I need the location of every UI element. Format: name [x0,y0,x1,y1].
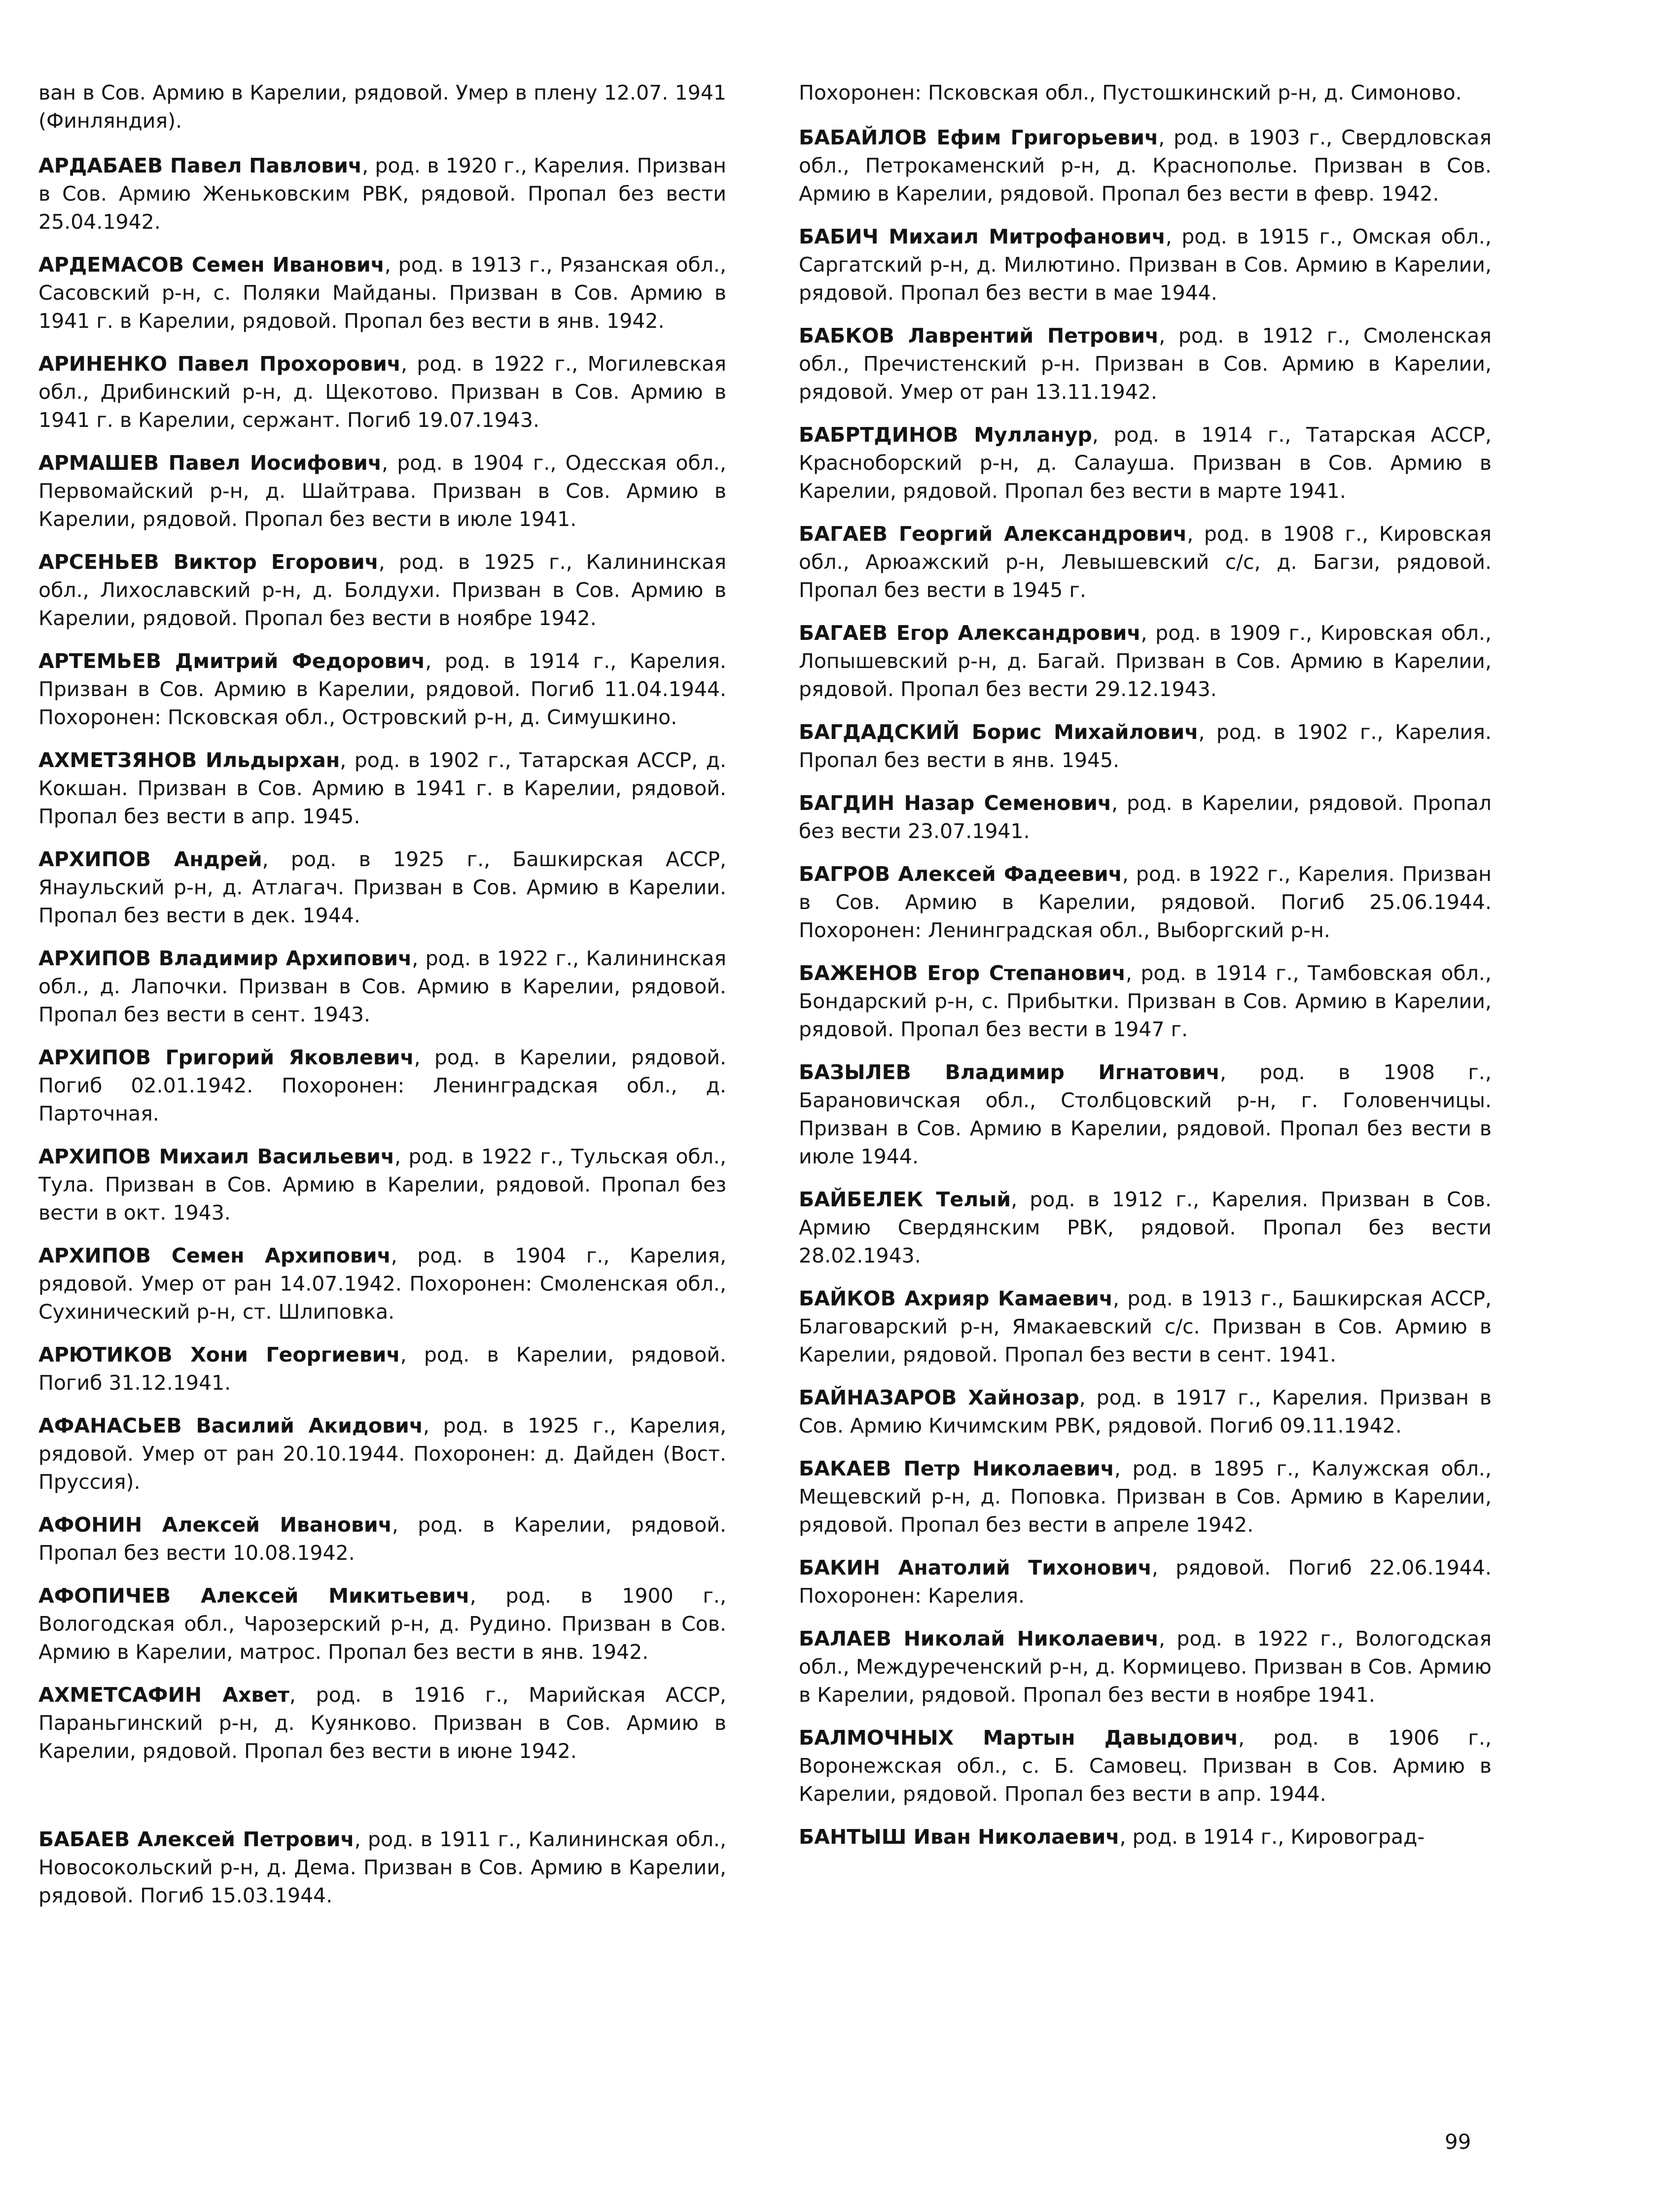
entry-text: , род. в 1922 г., Могилевская обл., Дрибинский р-н, д. Щекотово. Призван в Сов. Армию в 1941 г. в Карелии, сержант. Погиб 19.07.1943. [38,352,726,432]
entry-name: БАКИН Анатолий Тихонович [799,1556,1152,1580]
entry-text: , род. в 1922 г., Карелия. Призван в Сов. Армию в Карелии, рядовой. Погиб 25.06.1944. Похоронен: Ленинградская обл., Выборгский р-н. [799,862,1492,942]
entry [799,860,1492,945]
entry [799,718,1492,774]
entry-text: , род. в 1903 г., Свердловская обл., Петрокаменский р-н, д. Краснополье. Призван в Сов. Армию в Карелии, рядовой. Пропал без вести в февр. 1942. [799,126,1492,206]
entry-text: , род. в 1895 г., Калужская обл., Мещевский р-н, д. Поповка. Призван в Сов. Армию в Карелии, рядовой. Пропал без вести в апреле 1942. [799,1457,1492,1537]
entry [38,449,726,533]
entry [38,945,726,1029]
entry-text: , род. в Карелии, рядовой. Пропал без вести 23.07.1941. [799,791,1492,843]
entry [799,1285,1492,1369]
entry-text: , род. в 1908 г., Кировская обл., Арюажский р-н, Левышевский с/с, д. Багзи, рядовой. Пропал без вести в 1945 г. [799,522,1492,602]
entry-name: БАГАЕВ Георгий Александрович [799,522,1187,546]
entry [799,619,1492,703]
entry-text: , род. в 1902 г., Татарская АССР, д. Кокшан. Призван в Сов. Армию в 1941 г. в Карелии, рядовой. Пропал без вести в апр. 1945. [38,748,726,828]
entry [799,520,1492,604]
entry-name: БАЙНАЗАРОВ Хайнозар [799,1386,1079,1409]
entry-text: , род. в 1904 г., Одесская обл., Первомайский р-н, д. Шайтрава. Призван в Сов. Армию в Карелии, рядовой. Пропал без вести в июле 1941. [38,451,726,531]
entry-name: АФОНИН Алексей Иванович [38,1513,392,1537]
entry-text: , род. в 1904 г., Карелия, рядовой. Умер от ран 14.07.1942. Похоронен: Смоленская обл., Сухинический р-н, ст. Шлиповка. [38,1244,726,1324]
entry [799,1058,1492,1171]
entry [38,1242,726,1326]
entry-text: , род. в 1912 г., Карелия. Призван в Сов. Армию Свердянским РВК, рядовой. Пропал без вести 28.02.1943. [799,1188,1492,1267]
entry [38,1044,726,1128]
entry-text: Похоронен: Псковская обл., Пустошкинский р-н, д. Симоново. [799,81,1462,105]
entry-name: БАБИЧ Михаил Митрофанович [799,225,1166,248]
entry-text: , род. в 1914 г., Кировоград- [1119,1825,1425,1849]
entry [799,1554,1492,1610]
entry-name: АРМАШЕВ Павел Иосифович [38,451,382,475]
entry-name: АРДЕМАСОВ Семен Иванович [38,253,385,277]
entry-continuation [38,79,726,135]
entry-text: , род. в 1916 г., Марийская АССР, Параньгинский р-н, д. Куянково. Призван в Сов. Армию в Карелии, рядовой. Пропал без вести в июне 1942. [38,1683,726,1763]
entry [38,152,726,236]
entry-text: , род. в 1913 г., Башкирская АССР, Благоварский р-н, Ямакаевский с/с. Призван в Сов. Армию в Карелии, рядовой. Пропал без вести в сент. 1941. [799,1287,1492,1367]
entry-name: БАБАЕВ Алексей Петрович [38,1827,355,1851]
entry-text: , род. в 1925 г., Калининская обл., Лихославский р-н, д. Болдухи. Призван в Сов. Армию в Карелии, рядовой. Пропал без вести в ноябре 1942. [38,550,726,630]
entry-name: БАБАЙЛОВ Ефим Григорьевич [799,126,1159,149]
right-column [799,79,1492,1866]
entry-name: БАЛМОЧНЫХ Мартын Давыдович [799,1726,1239,1750]
entry-name: АРХИПОВ Семен Архипович [38,1244,391,1267]
left-column [38,79,726,1925]
entry-name: АРХИПОВ Михаил Васильевич [38,1145,395,1168]
entry [799,1455,1492,1539]
entry [38,1511,726,1567]
entry-text: , род. в 1925 г., Карелия, рядовой. Умер от ран 20.10.1944. Похоронен: д. Дайден (Вост. Пруссия). [38,1414,726,1494]
entry-name: БАЙКОВ Ахрияр Камаевич [799,1287,1113,1310]
entry-name: АРХИПОВ Владимир Архипович [38,947,412,970]
entry-name: АРХИПОВ Андрей [38,847,262,871]
entry-text: , род. в 1920 г., Карелия. Призван в Сов. Армию Женьковским РВК, рядовой. Пропал без вести 25.04.1942. [38,154,726,234]
entry [799,1384,1492,1440]
entry-text: , род. в 1900 г., Вологодская обл., Чарозерский р-н, д. Рудино. Призван в Сов. Армию в Карелии, матрос. Пропал без вести в янв. 1942. [38,1584,726,1664]
entry-name: БАЗЫЛЕВ Владимир Игнатович [799,1060,1220,1084]
entry-name: АФОПИЧЕВ Алексей Микитьевич [38,1584,470,1608]
entry [38,1681,726,1765]
entry-text: , род. в 1906 г., Воронежская обл., с. Б. Самовец. Призван в Сов. Армию в Карелии, рядовой. Пропал без вести в апр. 1944. [799,1726,1492,1806]
entry-name: БАЖЕНОВ Егор Степанович [799,961,1126,985]
entry-name: АРТЕМЬЕВ Дмитрий Федорович [38,649,426,673]
entry-text: , род. в Карелии, рядовой. Погиб 02.01.1942. Похоронен: Ленинградская обл., д. Парточная. [38,1046,726,1125]
entry [799,421,1492,505]
entry-text: , род. в 1922 г., Калининская обл., д. Лапочки. Призван в Сов. Армию в Карелии, рядовой. Пропал без вести в сент. 1943. [38,947,726,1026]
entry-name: БАЛАЕВ Николай Николаевич [799,1627,1159,1650]
entry-text: , род. в 1917 г., Карелия. Призван в Сов. Армию Кичимским РВК, рядовой. Погиб 09.11.1942. [799,1386,1492,1438]
entry-text: , род. в 1913 г., Рязанская обл., Сасовский р-н, с. Поляки Майданы. Призван в Сов. Армию в 1941 г. в Карелии, рядовой. Пропал без вести в янв. 1942. [38,253,726,333]
entry-name: АРСЕНЬЕВ Виктор Егорович [38,550,379,574]
entry [799,322,1492,406]
entry [799,789,1492,845]
entry-text: , род. в 1925 г., Башкирская АССР, Янаульский р-н, д. Атлагач. Призван в Сов. Армию в Карелии. Пропал без вести в дек. 1944. [38,847,726,927]
entry-text: , род. в Карелии, рядовой. Пропал без вести 10.08.1942. [38,1513,726,1565]
entry-text: , род. в 1909 г., Кировская обл., Лопышевский р-н, д. Багай. Призван в Сов. Армию в Карелии, рядовой. Пропал без вести 29.12.1943. [799,621,1492,701]
entry-text: , род. в 1911 г., Калининская обл., Новосокольский р-н, д. Дема. Призван в Сов. Армию в Карелии, рядовой. Погиб 15.03.1944. [38,1827,726,1907]
entry [799,1823,1492,1851]
entry-name: БАБКОВ Лаврентий Петрович [799,324,1159,348]
entry-name: АРХИПОВ Григорий Яковлевич [38,1046,414,1069]
entry [799,1625,1492,1709]
entry-text: , род. в 1902 г., Карелия. Пропал без вести в янв. 1945. [799,720,1492,772]
entry [799,223,1492,307]
entry-text: , рядовой. Погиб 22.06.1944. Похоронен: Карелия. [799,1556,1492,1608]
entry-text: , род. в 1922 г., Вологодская обл., Междуреченский р-н, д. Кормицево. Призван в Сов. Армию в Карелии, рядовой. Пропал без вести в ноябре 1941. [799,1627,1492,1707]
entry [38,548,726,632]
entry-name: АХМЕТСАФИН Ахвет [38,1683,289,1707]
entry [799,124,1492,208]
entry-text: , род. в Карелии, рядовой. Погиб 31.12.1941. [38,1343,726,1395]
entry-name: АРЮТИКОВ Хони Георгиевич [38,1343,400,1367]
entry [799,1186,1492,1270]
entry-section-start [38,1826,726,1910]
entry-name: АФАНАСЬЕВ Василий Акидович [38,1414,423,1438]
entry-text: , род. в 1915 г., Омская обл., Саргатский р-н, д. Милютино. Призван в Сов. Армию в Карелии, рядовой. Пропал без вести в мае 1944. [799,225,1492,305]
entry-name: БАБРТДИНОВ Муллануp [799,423,1092,447]
entry [38,1143,726,1227]
entry-text: , род. в 1908 г., Барановичская обл., Столбцовский р-н, г. Головенчицы. Призван в Сов. Армию в Карелии, рядовой. Пропал без вести в июле 1944. [799,1060,1492,1168]
entry-name: АХМЕТЗЯНОВ Ильдырхан [38,748,340,772]
entry-name: БАКАЕВ Петр Николаевич [799,1457,1114,1480]
entry-text: , род. в 1914 г., Карелия. Призван в Сов. Армию в Карелии, рядовой. Погиб 11.04.1944. Похоронен: Псковская обл., Островский р-н, д. Симушкино. [38,649,726,729]
entry [38,647,726,732]
entry-name: БАНТЫШ Иван Николаевич [799,1825,1120,1849]
entry-name: БАГРОВ Алексей Фадеевич [799,862,1122,886]
entry-text: ван в Сов. Армию в Карелии, рядовой. Умер в плену 12.07. 1941 (Финляндия). [38,81,726,133]
entry-name: БАГДАДСКИЙ Борис Михайлович [799,720,1199,744]
entry-text: , род. в 1914 г., Тамбовская обл., Бондарский р-н, с. Прибытки. Призван в Сов. Армию в Карелии, рядовой. Пропал без вести в 1947 г. [799,961,1492,1041]
entry-text: , род. в 1922 г., Тульская обл., Тула. Призван в Сов. Армию в Карелии, рядовой. Пропал без вести в окт. 1943. [38,1145,726,1225]
entry-name: БАГДИН Назар Семенович [799,791,1112,815]
entry-text: , род. в 1912 г., Смоленская обл., Пречистенский р-н. Призван в Сов. Армию в Карелии, рядовой. Умер от ран 13.11.1942. [799,324,1492,404]
entry-name: АРДАБАЕВ Павел Павлович [38,154,362,177]
entry [38,251,726,335]
entry [799,1724,1492,1808]
entry-continuation [799,79,1492,107]
page-number: 99 [1445,2130,1471,2154]
entry-name: БАГАЕВ Егор Александрович [799,621,1141,645]
entry [38,350,726,434]
entry [38,1582,726,1666]
entry [38,1341,726,1397]
entry-name: БАЙБЕЛЕК Телый [799,1188,1011,1211]
entry [38,746,726,831]
entry [799,959,1492,1044]
entry [38,1412,726,1496]
entry-text: , род. в 1914 г., Татарская АССР, Красноборский р-н, д. Салауша. Призван в Сов. Армию в Карелии, рядовой. Пропал без вести в марте 1941. [799,423,1492,503]
entry-name: АРИНЕНКО Павел Прохорович [38,352,401,376]
entry [38,845,726,930]
